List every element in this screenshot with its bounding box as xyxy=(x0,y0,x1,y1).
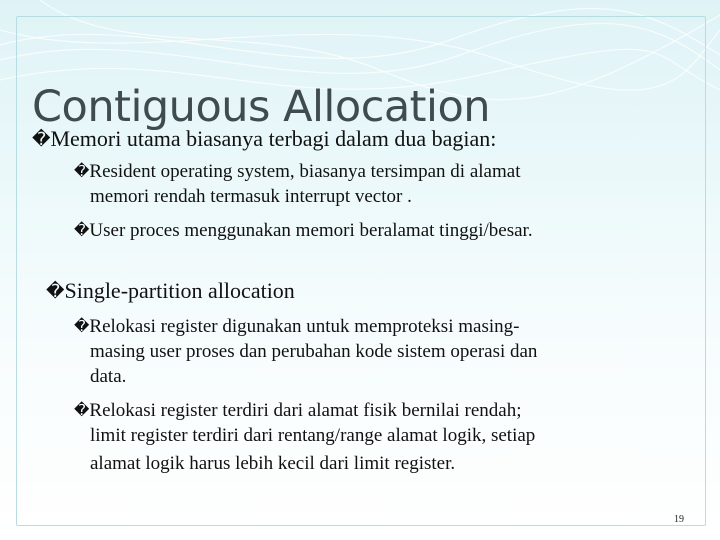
bullet-level2 xyxy=(74,316,519,338)
bullet-icon: � xyxy=(74,401,90,419)
bullet-level1 xyxy=(46,278,295,304)
bullet-text: Relokasi register terdiri dari alamat fisik bernilai rendah; xyxy=(89,400,522,421)
bullet-icon: � xyxy=(74,221,90,239)
bullet-text-continuation: masing user proses dan perubahan kode sistem operasi dan xyxy=(90,341,538,362)
bullet-text: Resident operating system, biasanya tersimpan di alamat xyxy=(89,161,521,182)
bullet-text-continuation: data. xyxy=(90,366,127,387)
bullet-icon: � xyxy=(46,281,65,302)
bullet-icon: � xyxy=(74,317,90,335)
bullet-icon: � xyxy=(74,162,90,180)
bullet-text: User proces menggunakan memori beralamat tinggi/besar. xyxy=(89,220,533,241)
bullet-level2 xyxy=(74,220,533,242)
bullet-text: Single-partition allocation xyxy=(64,278,295,303)
bullet-text-continuation: alamat logik harus lebih kecil dari limit register. xyxy=(90,453,456,474)
bullet-icon: � xyxy=(32,129,51,150)
bullet-text: Relokasi register digunakan untuk memproteksi masing- xyxy=(89,316,520,337)
page-number: 19 xyxy=(674,514,684,525)
bullet-text-continuation: memori rendah termasuk interrupt vector . xyxy=(90,186,412,207)
bullet-level2 xyxy=(74,161,520,183)
bullet-level1 xyxy=(32,126,496,152)
bullet-level2 xyxy=(74,400,521,422)
bullet-text-continuation: limit register terdiri dari rentang/range alamat logik, setiap xyxy=(90,425,536,446)
slide-title: Contiguous Allocation xyxy=(32,82,491,132)
bullet-text: Memori utama biasanya terbagi dalam dua bagian: xyxy=(50,126,497,151)
